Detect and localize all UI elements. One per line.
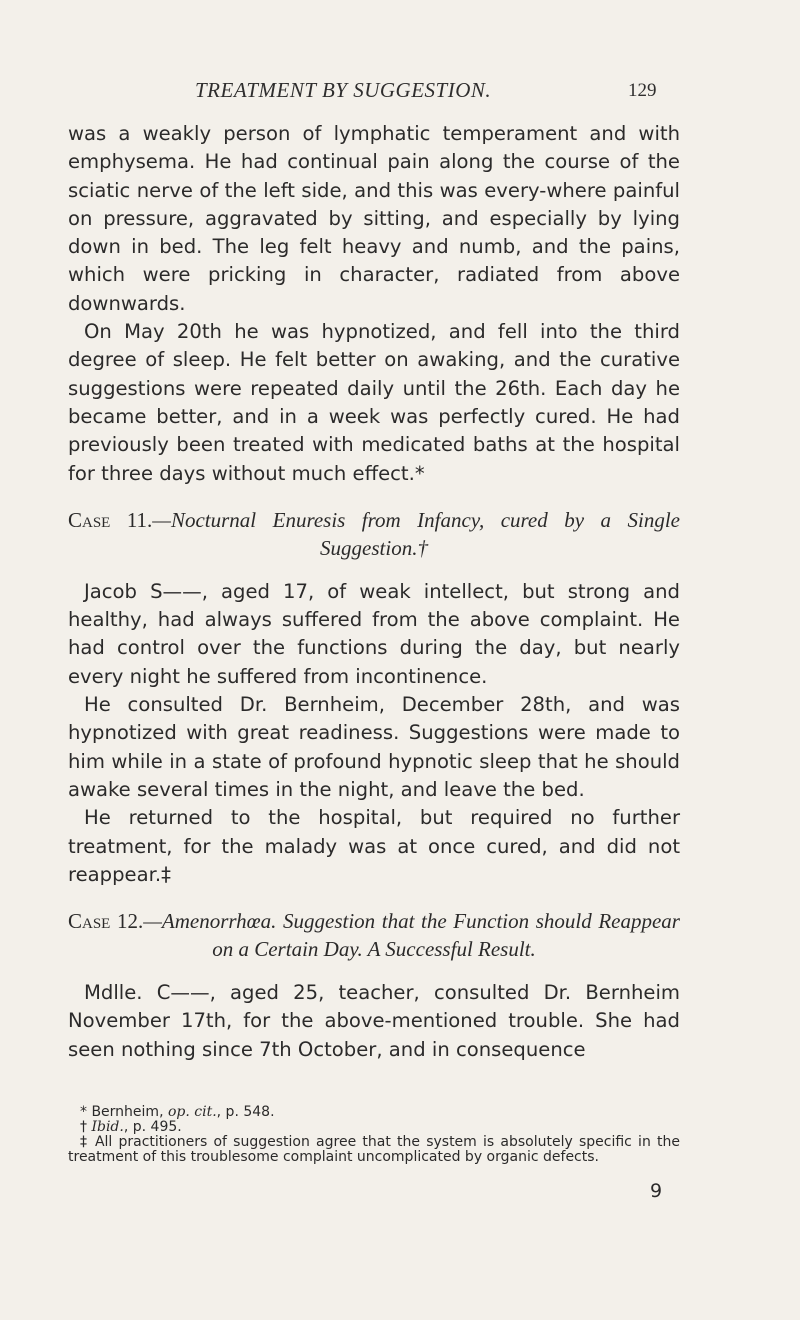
footnote-1-mark: * [80, 1104, 92, 1120]
footnote-2-rest: , p. 495. [123, 1119, 182, 1135]
paragraph-consulted: He consulted Dr. Bernheim, December 28th, and was hypnotized with great readiness. Suggestions were made to him while in a state of profound hypnotic sleep that he should awake several times in the night, and leave the bed. [68, 693, 680, 801]
case-11-title: —Nocturnal Enuresis from Infancy, cured by a Single Suggestion.† [152, 507, 680, 560]
footnote-1-rest: , p. 548. [216, 1104, 275, 1120]
paragraph-case-continuation: was a weakly person of lymphatic temperament and with emphysema. He had continual pain along the course of the sciatic nerve of the left side, and this was every-where painful on pressure, aggravated by sitting, and especially by lying down in bed. The leg felt heavy and numb, and the pains, which were pricking in character, radiated from above downwards. [68, 122, 680, 315]
footnote-2-mark: † [80, 1119, 92, 1135]
running-title: TREATMENT BY SUGGESTION. [195, 78, 492, 102]
paragraph-hypnotized: On May 20th he was hypnotized, and fell into the third degree of sleep. He felt better on awaking, and the curative suggestions were repeated daily until the 26th. Each day he became better, and in a week was perfectly cured. He had previously been treated with medicated baths at the hospital for three days without much effect.* [68, 320, 680, 485]
paragraph-mdlle: Mdlle. C——, aged 25, teacher, consulted Dr. Bernheim November 17th, for the above-mentioned trouble. She had seen nothing since 7th October, and in consequence [68, 981, 680, 1061]
case-12-title: —Amenorrhœa. Suggestion that the Function should Reappear on a Certain Day. A Successful Result. [143, 909, 680, 962]
paragraph-returned: He returned to the hospital, but required no further treatment, for the malady was at once cured, and did not reappear.‡ [68, 806, 680, 886]
footnote-1-text: Bernheim, [91, 1104, 168, 1120]
footnote-1-italic: op. cit. [167, 1104, 217, 1120]
paragraph-jacob: Jacob S——, aged 17, of weak intellect, but strong and healthy, had always suffered from the above complaint. He had control over the functions during the day, but nearly every night he suffered from incontinence. [68, 579, 680, 688]
footnote-1 [80, 1105, 680, 1120]
footnotes [68, 1104, 680, 1165]
running-head [0, 78, 800, 108]
case-11-heading [68, 506, 680, 562]
case-12-label: Case 12. [68, 909, 144, 934]
footnote-3 [68, 1135, 680, 1165]
footnote-2-italic: Ibid. [91, 1119, 124, 1135]
footnote-3-mark: ‡ [80, 1134, 95, 1150]
case-12-heading [68, 907, 680, 963]
body-text [68, 120, 680, 1064]
case-11-label: Case 11. [68, 507, 153, 532]
signature-mark: 9 [650, 1180, 663, 1202]
page-number: 129 [628, 80, 657, 101]
footnote-2 [80, 1120, 680, 1135]
footnote-3-text: All practitioners of suggestion agree that the system is absolutely specific in the treatment of this troublesome complaint uncomplicated by organic defects. [68, 1134, 680, 1165]
